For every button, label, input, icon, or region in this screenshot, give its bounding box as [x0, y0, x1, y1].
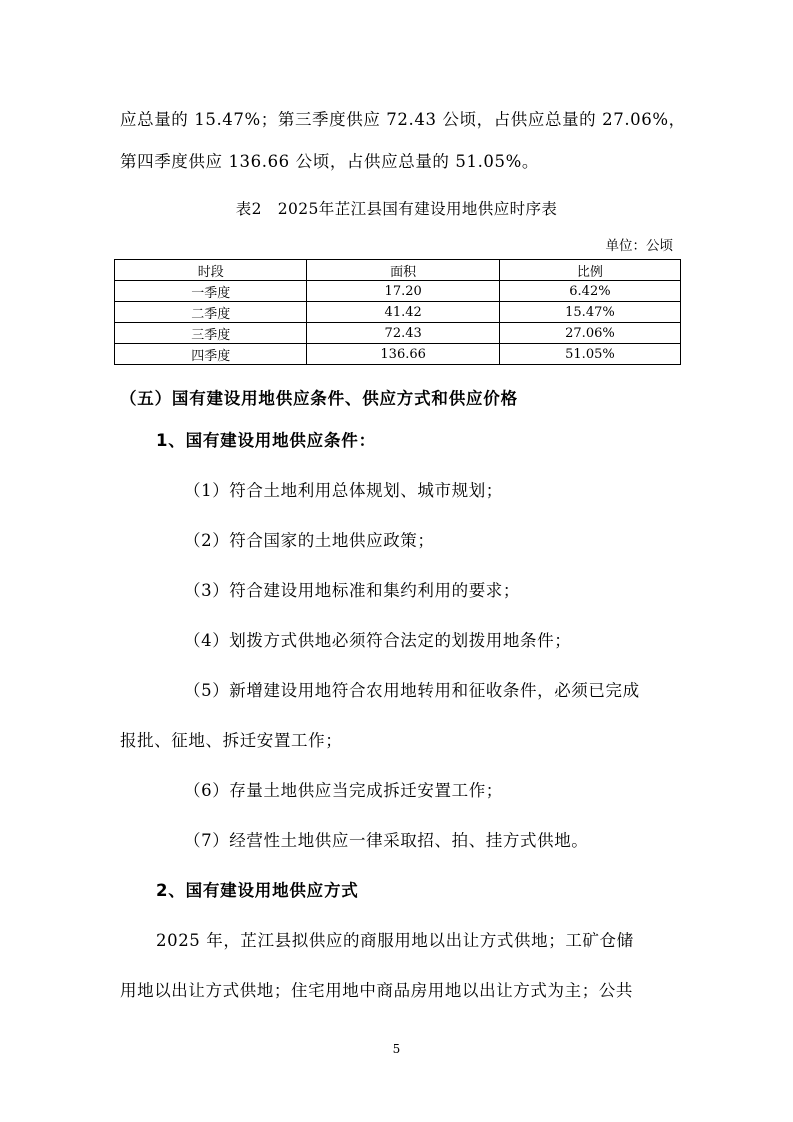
table-row — [115, 323, 681, 344]
list-item: （6）存量土地供应当完成拆迁安置工作； — [184, 781, 503, 800]
page-number: 5 — [392, 1042, 401, 1056]
cell-period: 一季度 — [115, 281, 307, 302]
subsection-heading: 2、国有建设用地供应方式 — [156, 881, 359, 900]
list-item: （2）符合国家的土地供应政策； — [184, 531, 435, 550]
table-caption: 表2 2025年芷江县国有建设用地供应时序表 — [235, 200, 558, 218]
paragraph-line: 第四季度供应 136.66 公顷，占供应总量的 51.05%。 — [120, 152, 539, 171]
section-heading: （五）国有建设用地供应条件、供应方式和供应价格 — [120, 389, 518, 408]
cell-area: 136.66 — [307, 344, 499, 365]
list-item: （4）划拨方式供地必须符合法定的划拨用地条件； — [184, 631, 572, 650]
cell-ratio: 6.42% — [499, 281, 680, 302]
table-row — [115, 302, 681, 323]
list-item: （7）经营性土地供应一律采取招、拍、挂方式供地。 — [184, 831, 589, 850]
column-header-ratio: 比例 — [499, 260, 680, 281]
table-row — [115, 344, 681, 365]
table-header-row — [115, 260, 681, 281]
cell-period: 四季度 — [115, 344, 307, 365]
list-item: （3）符合建设用地标准和集约利用的要求； — [184, 581, 520, 600]
cell-area: 72.43 — [307, 323, 499, 344]
cell-period: 二季度 — [115, 302, 307, 323]
paragraph-line: 2025 年，芷江县拟供应的商服用地以出让方式供地；工矿仓储 — [156, 931, 634, 950]
paragraph-line: 应总量的 15.47%；第三季度供应 72.43 公顷，占供应总量的 27.06%， — [120, 110, 686, 129]
cell-period: 三季度 — [115, 323, 307, 344]
supply-schedule-table — [114, 259, 681, 365]
cell-ratio: 51.05% — [499, 344, 680, 365]
cell-area: 41.42 — [307, 302, 499, 323]
cell-ratio: 27.06% — [499, 323, 680, 344]
table-unit: 单位：公顷 — [605, 238, 673, 254]
column-header-period: 时段 — [115, 260, 307, 281]
list-item: （5）新增建设用地符合农用地转用和征收条件，必须已完成 — [184, 681, 640, 700]
list-item: （1）符合土地利用总体规划、城市规划； — [184, 481, 503, 500]
list-item-continuation: 报批、征地、拆迁安置工作； — [120, 731, 343, 750]
cell-ratio: 15.47% — [499, 302, 680, 323]
paragraph-line: 用地以出让方式供地；住宅用地中商品房用地以出让方式为主；公共 — [120, 981, 633, 1000]
table-row — [115, 281, 681, 302]
subsection-heading: 1、国有建设用地供应条件： — [156, 431, 376, 450]
column-header-area: 面积 — [307, 260, 499, 281]
cell-area: 17.20 — [307, 281, 499, 302]
